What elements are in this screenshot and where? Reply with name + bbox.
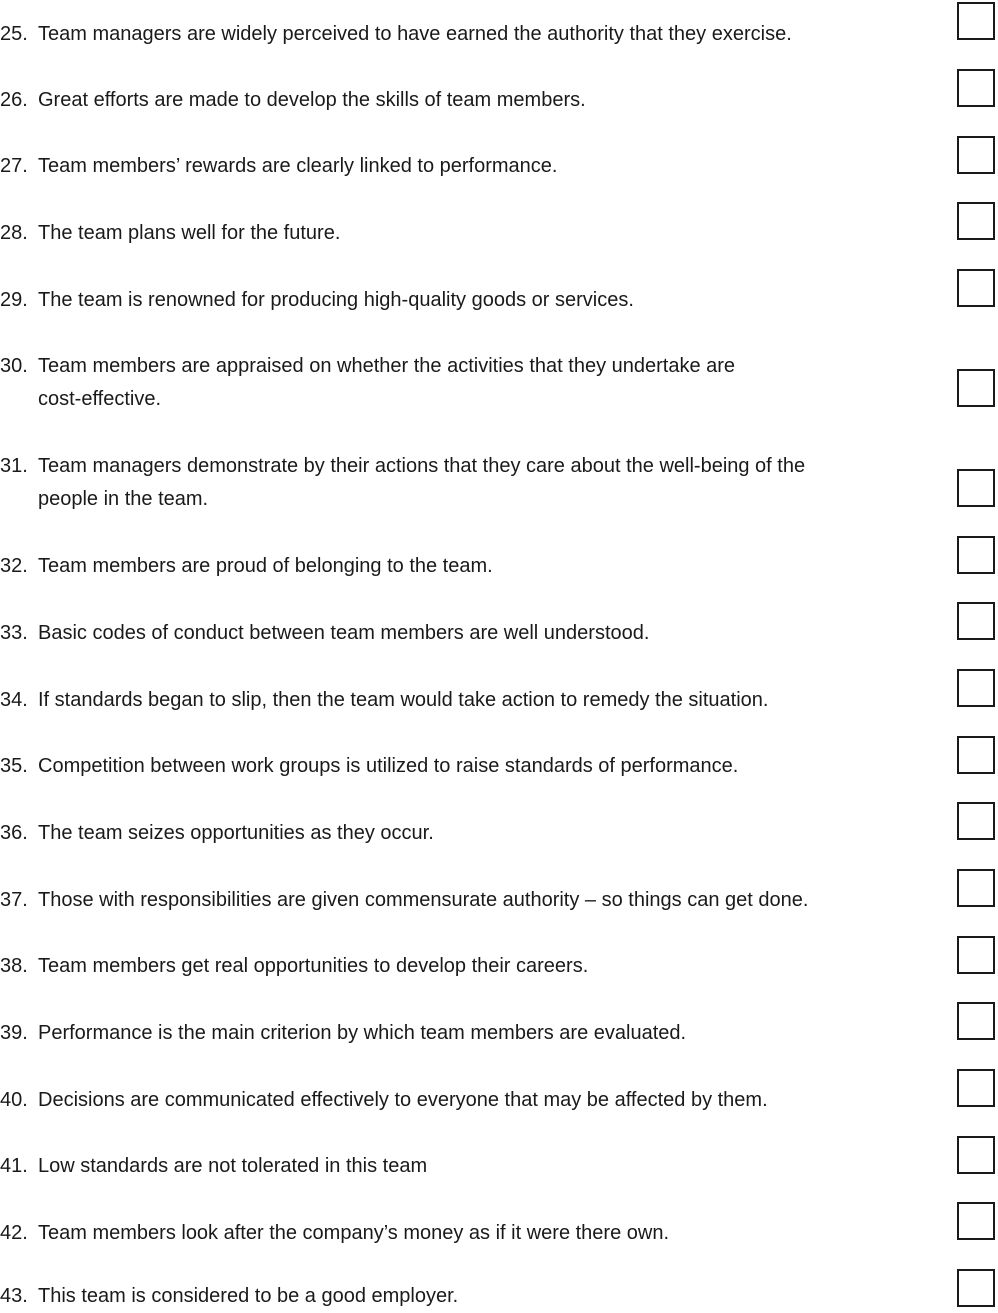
question-number: 30. [0, 355, 28, 377]
question-number: 25. [0, 23, 28, 45]
question-text [38, 450, 918, 516]
question-text-line: This team is considered to be a good employer. [38, 1285, 459, 1307]
question-text [38, 1150, 918, 1183]
question-text [38, 84, 918, 117]
question-text-line: Team members’ rewards are clearly linked to performance. [38, 155, 558, 177]
question-text [38, 217, 918, 250]
question-text-line: The team plans well for the future. [38, 222, 341, 244]
answer-box-29[interactable] [957, 269, 995, 307]
answer-box-34[interactable] [957, 669, 995, 707]
answer-box-39[interactable] [957, 1002, 995, 1040]
question-text-line: Team members look after the company’s money as if it were there own. [38, 1222, 670, 1244]
question-number: 38. [0, 955, 28, 977]
answer-box-40[interactable] [957, 1069, 995, 1107]
question-text [38, 884, 918, 917]
question-number: 36. [0, 822, 28, 844]
question-text [38, 950, 918, 983]
answer-box-26[interactable] [957, 69, 995, 107]
answer-box-37[interactable] [957, 869, 995, 907]
question-number: 29. [0, 289, 28, 311]
question-number: 35. [0, 755, 28, 777]
question-text [38, 750, 918, 783]
question-text [38, 150, 918, 183]
question-number: 32. [0, 555, 28, 577]
question-number: 26. [0, 89, 28, 111]
question-number: 42. [0, 1222, 28, 1244]
question-number: 39. [0, 1022, 28, 1044]
question-text-line: Great efforts are made to develop the skills of team members. [38, 89, 586, 111]
question-text-line: The team seizes opportunities as they occur. [38, 822, 434, 844]
question-number: 31. [0, 455, 28, 477]
question-text-line: Team managers demonstrate by their actions that they care about the well-being of the [38, 455, 806, 477]
question-text-line: Decisions are communicated effectively to everyone that may be affected by them. [38, 1089, 768, 1111]
question-text-line: If standards began to slip, then the team would take action to remedy the situation. [38, 689, 769, 711]
question-text-line: Basic codes of conduct between team members are well understood. [38, 622, 650, 644]
question-number: 28. [0, 222, 28, 244]
answer-box-35[interactable] [957, 736, 995, 774]
question-text [38, 617, 918, 650]
question-text-line: Low standards are not tolerated in this team [38, 1155, 428, 1177]
answer-box-31[interactable] [957, 469, 995, 507]
question-text-line: cost-effective. [38, 388, 162, 410]
answer-box-32[interactable] [957, 536, 995, 574]
question-number: 27. [0, 155, 28, 177]
answer-box-25[interactable] [957, 2, 995, 40]
question-text-line: Team members are appraised on whether the activities that they undertake are [38, 355, 736, 377]
answer-box-33[interactable] [957, 602, 995, 640]
answer-box-38[interactable] [957, 936, 995, 974]
question-text [38, 1217, 918, 1250]
question-text-line: Team managers are widely perceived to have earned the authority that they exercise. [38, 23, 792, 45]
question-text [38, 284, 918, 317]
answer-box-43[interactable] [957, 1269, 995, 1307]
question-text-line: Performance is the main criterion by which team members are evaluated. [38, 1022, 687, 1044]
question-text-line: Competition between work groups is utilized to raise standards of performance. [38, 755, 739, 777]
question-text-line: Team members get real opportunities to develop their careers. [38, 955, 589, 977]
question-text [38, 684, 918, 717]
answer-box-30[interactable] [957, 369, 995, 407]
answer-box-41[interactable] [957, 1136, 995, 1174]
answer-box-42[interactable] [957, 1202, 995, 1240]
question-text [38, 1280, 918, 1313]
question-text [38, 18, 918, 51]
question-text-line: Team members are proud of belonging to the team. [38, 555, 493, 577]
question-text [38, 550, 918, 583]
question-text [38, 1084, 918, 1117]
question-text-line: The team is renowned for producing high-quality goods or services. [38, 289, 634, 311]
question-text [38, 1017, 918, 1050]
question-number: 41. [0, 1155, 28, 1177]
answer-box-27[interactable] [957, 136, 995, 174]
question-text-line: people in the team. [38, 488, 209, 510]
question-number: 43. [0, 1285, 28, 1307]
question-number: 40. [0, 1089, 28, 1111]
answer-box-36[interactable] [957, 802, 995, 840]
question-number: 33. [0, 622, 28, 644]
answer-box-28[interactable] [957, 202, 995, 240]
question-number: 37. [0, 889, 28, 911]
question-text [38, 817, 918, 850]
question-text [38, 350, 918, 416]
question-number: 34. [0, 689, 28, 711]
question-text-line: Those with responsibilities are given commensurate authority – so things can get done. [38, 889, 809, 911]
